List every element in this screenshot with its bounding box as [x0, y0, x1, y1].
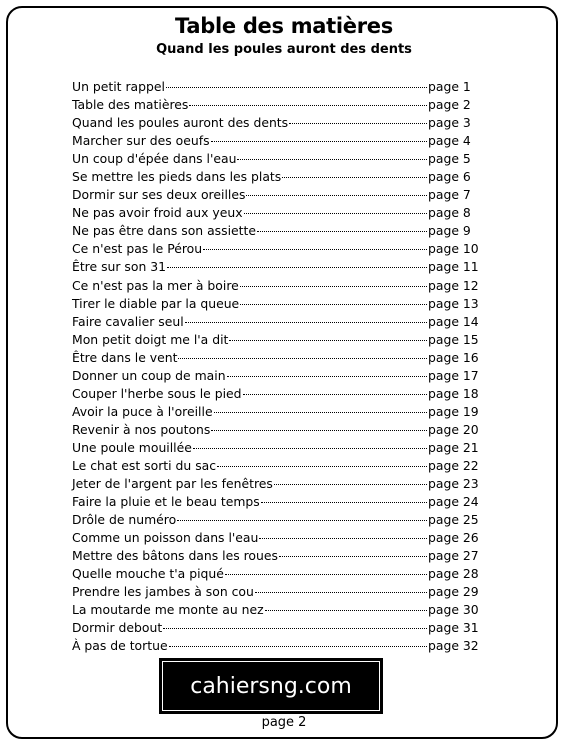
dot-leader	[211, 129, 427, 142]
toc-entry-title: Mon petit doigt me l'a dit	[72, 331, 229, 347]
dot-leader	[189, 93, 427, 106]
toc-entry-title: Marcher sur des oeufs	[72, 133, 210, 149]
toc-entry-title: Une poule mouillée	[72, 439, 192, 455]
toc-entry-page: page 11	[428, 259, 479, 275]
dot-leader	[257, 219, 427, 232]
toc-entry-page: page 18	[428, 385, 479, 401]
dot-leader	[244, 201, 427, 214]
toc-entry-page: page 21	[428, 439, 479, 455]
dot-leader	[246, 183, 427, 196]
toc-entry-title: Donner un coup de main	[72, 367, 226, 383]
toc-entry-page: page 14	[428, 313, 479, 329]
toc-entry-title: Un coup d'épée dans l'eau	[72, 151, 237, 167]
toc-entry-page: page 30	[428, 602, 479, 618]
dot-leader	[169, 634, 427, 647]
toc-entry-title: Mettre des bâtons dans les roues	[72, 548, 278, 564]
dot-leader	[255, 580, 427, 593]
toc-entry-page: page 6	[428, 169, 471, 185]
dot-leader	[193, 436, 427, 449]
toc-entry-title: La moutarde me monte au nez	[72, 602, 264, 618]
toc-entry-title: Être sur son 31	[72, 259, 167, 275]
toc-entry-page: page 29	[428, 584, 479, 600]
toc-entry-title: Jeter de l'argent par les fenêtres	[72, 476, 273, 492]
toc-entry-title: Prendre les jambes à son cou	[72, 584, 254, 600]
toc-entry-title: Couper l'herbe sous le pied	[72, 385, 242, 401]
page-title: Table des matières	[175, 14, 393, 38]
toc-entry-title: À pas de tortue	[72, 638, 168, 654]
dot-leader	[240, 292, 427, 305]
toc-entry-title: Faire la pluie et le beau temps	[72, 494, 260, 510]
dot-leader	[259, 526, 427, 539]
toc-entry-page: page 15	[428, 331, 479, 347]
toc-entry-title: Quelle mouche t'a piqué	[72, 566, 224, 582]
toc-entry-title: Faire cavalier seul	[72, 313, 184, 329]
toc-entry-page: page 26	[428, 530, 479, 546]
dot-leader	[282, 165, 427, 178]
toc-entry-page: page 19	[428, 403, 479, 419]
toc-entry-title: Ce n'est pas la mer à boire	[72, 277, 239, 293]
page-number: page 2	[261, 715, 307, 730]
toc-entry-title: Quand les poules auront des dents	[72, 115, 289, 131]
toc-entry-page: page 16	[428, 349, 479, 365]
toc-entry-page: page 12	[428, 277, 479, 293]
table-of-contents	[72, 78, 480, 656]
dot-leader	[237, 147, 427, 160]
dot-leader	[166, 75, 427, 88]
toc-entry-page: page 31	[428, 620, 479, 636]
toc-entry-page: page 1	[428, 79, 471, 94]
toc-entry	[72, 637, 480, 655]
dot-leader	[217, 454, 427, 467]
toc-entry-title: Comme un poisson dans l'eau	[72, 530, 259, 546]
toc-entry-page: page 9	[428, 223, 471, 239]
dot-leader	[265, 598, 427, 611]
toc-entry-page: page 28	[428, 566, 479, 582]
toc-entry-page: page 27	[428, 548, 479, 564]
dot-leader	[203, 237, 427, 250]
toc-entry-title: Tirer le diable par la queue	[72, 295, 240, 311]
toc-entry-title: Se mettre les pieds dans les plats	[72, 169, 282, 185]
dot-leader	[240, 274, 427, 287]
toc-entry-page: page 22	[428, 457, 479, 473]
toc-entry-page: page 7	[428, 187, 471, 203]
toc-entry-title: Ne pas être dans son assiette	[72, 223, 256, 239]
toc-entry-title: Avoir la puce à l'oreille	[72, 403, 213, 419]
toc-entry-title: Un petit rappel	[72, 79, 165, 94]
dot-leader	[163, 616, 427, 629]
toc-entry-title: Ce n'est pas le Pérou	[72, 241, 203, 257]
toc-entry-title: Dormir debout	[72, 620, 163, 636]
toc-entry-page: page 25	[428, 512, 479, 528]
brand-logo: cahiersng.com	[163, 662, 379, 710]
dot-leader	[229, 328, 427, 341]
dot-leader	[214, 400, 427, 413]
page-subtitle: Quand les poules auront des dents	[156, 42, 412, 57]
toc-entry-title: Être dans le vent	[72, 349, 178, 365]
dot-leader	[279, 544, 427, 557]
toc-entry-page: page 4	[428, 133, 471, 149]
toc-entry-page: page 17	[428, 367, 479, 383]
dot-leader	[261, 490, 427, 503]
dot-leader	[185, 310, 427, 323]
dot-leader	[274, 472, 427, 485]
toc-entry-title: Revenir à nos poutons	[72, 421, 211, 437]
dot-leader	[211, 418, 427, 431]
toc-entry-page: page 3	[428, 115, 471, 131]
toc-entry-page: page 10	[428, 241, 479, 257]
toc-entry-page: page 13	[428, 295, 479, 311]
toc-entry-title: Dormir sur ses deux oreilles	[72, 187, 246, 203]
dot-leader	[178, 346, 427, 359]
dot-leader	[289, 111, 427, 124]
toc-entry-page: page 2	[428, 97, 471, 113]
toc-entry-title: Le chat est sorti du sac	[72, 457, 217, 473]
dot-leader	[177, 508, 427, 521]
dot-leader	[225, 562, 427, 575]
dot-leader	[167, 255, 427, 268]
toc-entry-title: Ne pas avoir froid aux yeux	[72, 205, 243, 221]
toc-entry-title: Drôle de numéro	[72, 512, 177, 528]
toc-entry-page: page 5	[428, 151, 471, 167]
toc-entry-page: page 32	[428, 638, 479, 654]
toc-entry-page: page 24	[428, 494, 479, 510]
toc-entry-page: page 8	[428, 205, 471, 221]
toc-entry-page: page 23	[428, 476, 479, 492]
toc-entry-page: page 20	[428, 421, 479, 437]
dot-leader	[227, 364, 427, 377]
toc-entry-title: Table des matières	[72, 97, 189, 113]
dot-leader	[243, 382, 427, 395]
